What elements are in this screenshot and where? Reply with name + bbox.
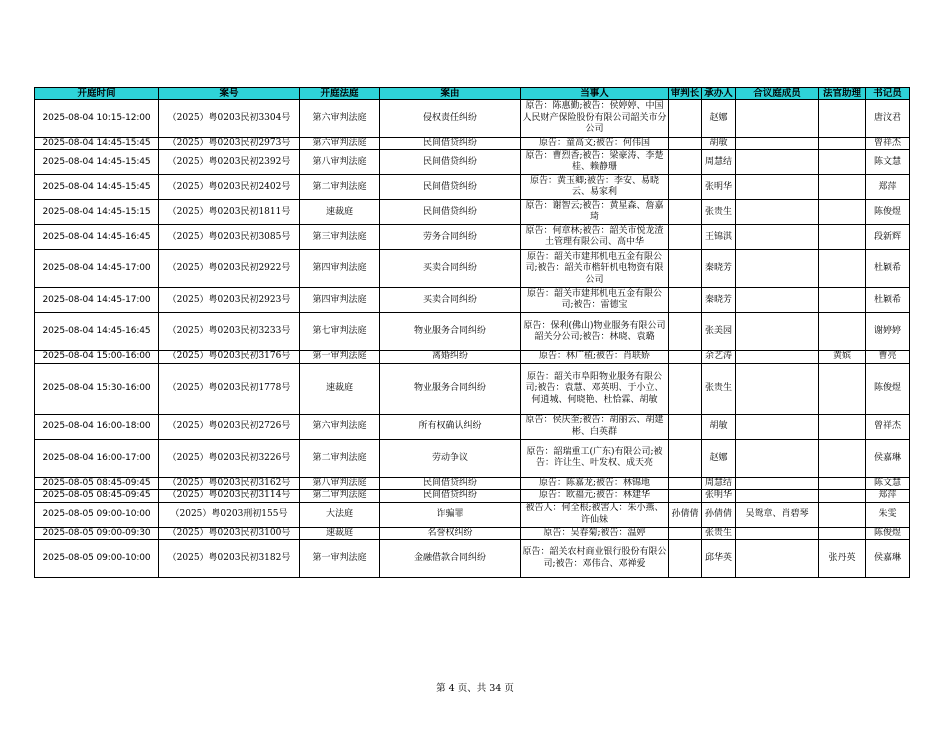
- cell-court: 第四审判法庭: [300, 250, 380, 288]
- cell-cause: 物业服务合同纠纷: [380, 363, 521, 414]
- header-handler: 承办人: [702, 88, 736, 100]
- cell-panel: [736, 527, 819, 539]
- cell-clerk: 曾祥杰: [866, 414, 910, 439]
- cell-handler: 余艺涛: [702, 351, 736, 363]
- cell-handler: 周慧结: [702, 477, 736, 489]
- cell-chief: [669, 225, 702, 250]
- cell-panel: [736, 250, 819, 288]
- cell-time: 2025-08-04 16:00-18:00: [35, 414, 159, 439]
- cell-cause: 诈骗罪: [380, 502, 521, 527]
- cell-parties: 原告：吴春菊;被告：温婷: [521, 527, 669, 539]
- cell-cause: 买卖合同纠纷: [380, 288, 521, 313]
- cell-assistant: 黄嫔: [819, 351, 866, 363]
- table-row: [35, 502, 910, 527]
- cell-clerk: 郑萍: [866, 175, 910, 200]
- cell-clerk: 杜颖希: [866, 288, 910, 313]
- cell-chief: [669, 288, 702, 313]
- cell-handler: 秦晓芳: [702, 250, 736, 288]
- cell-court: 速裁庭: [300, 200, 380, 225]
- cell-court: 速裁庭: [300, 527, 380, 539]
- cell-time: 2025-08-04 15:00-16:00: [35, 351, 159, 363]
- cell-panel: [736, 200, 819, 225]
- cell-cause: 金融借款合同纠纷: [380, 540, 521, 578]
- cell-chief: [669, 313, 702, 351]
- cell-time: 2025-08-05 09:00-09:30: [35, 527, 159, 539]
- cell-chief: [669, 100, 702, 138]
- cell-panel: [736, 313, 819, 351]
- cell-case-no: （2025）粤0203民初2922号: [159, 250, 300, 288]
- cell-parties: 原告：童高文;被告：何伟国: [521, 138, 669, 150]
- cell-assistant: [819, 225, 866, 250]
- header-chief-judge: 审判长: [669, 88, 702, 100]
- cell-chief: [669, 363, 702, 414]
- table-row: [35, 100, 910, 138]
- cell-clerk: 朱雯: [866, 502, 910, 527]
- cell-chief: [669, 477, 702, 489]
- cell-cause: 名誉权纠纷: [380, 527, 521, 539]
- cell-clerk: 曹亮: [866, 351, 910, 363]
- cell-handler: 张贵生: [702, 200, 736, 225]
- cell-cause: 买卖合同纠纷: [380, 250, 521, 288]
- cell-case-no: （2025）粤0203民初3176号: [159, 351, 300, 363]
- cell-parties: 原告：陈嘉龙;被告：林锦地: [521, 477, 669, 489]
- cell-assistant: [819, 313, 866, 351]
- cell-court: 第一审判法庭: [300, 351, 380, 363]
- cell-panel: [736, 225, 819, 250]
- cell-panel: [736, 490, 819, 502]
- cell-handler: 秦晓芳: [702, 288, 736, 313]
- cell-panel: [736, 351, 819, 363]
- cell-handler: 孙倩倩: [702, 502, 736, 527]
- table-row: [35, 175, 910, 200]
- cell-case-no: （2025）粤0203民初3304号: [159, 100, 300, 138]
- table-row: [35, 288, 910, 313]
- cell-court: 第一审判法庭: [300, 540, 380, 578]
- cell-case-no: （2025）粤0203民初2973号: [159, 138, 300, 150]
- table-row: [35, 313, 910, 351]
- cell-case-no: （2025）粤0203民初2402号: [159, 175, 300, 200]
- cell-clerk: 段新辉: [866, 225, 910, 250]
- cell-case-no: （2025）粤0203民初3085号: [159, 225, 300, 250]
- header-court: 开庭法庭: [300, 88, 380, 100]
- cell-cause: 民间借贷纠纷: [380, 490, 521, 502]
- cell-chief: [669, 540, 702, 578]
- header-assistant: 法官助理: [819, 88, 866, 100]
- cell-chief: [669, 200, 702, 225]
- cell-time: 2025-08-04 14:45-15:45: [35, 150, 159, 175]
- cell-clerk: 陈文慧: [866, 150, 910, 175]
- cell-parties: 原告：欧福元;被告：林建华: [521, 490, 669, 502]
- cell-handler: 胡敏: [702, 138, 736, 150]
- cell-case-no: （2025）粤0203民初3233号: [159, 313, 300, 351]
- cell-clerk: 曾祥杰: [866, 138, 910, 150]
- cell-case-no: （2025）粤0203民初2392号: [159, 150, 300, 175]
- cell-assistant: [819, 250, 866, 288]
- cell-court: 第七审判法庭: [300, 313, 380, 351]
- cell-chief: [669, 250, 702, 288]
- cell-time: 2025-08-04 14:45-15:15: [35, 200, 159, 225]
- cell-handler: 张明华: [702, 175, 736, 200]
- table-row: [35, 477, 910, 489]
- cell-assistant: [819, 414, 866, 439]
- cell-clerk: 陈文慧: [866, 477, 910, 489]
- cell-case-no: （2025）粤0203刑初155号: [159, 502, 300, 527]
- cell-handler: 赵娜: [702, 439, 736, 477]
- cell-panel: [736, 540, 819, 578]
- cell-time: 2025-08-04 14:45-17:00: [35, 250, 159, 288]
- cell-chief: [669, 414, 702, 439]
- cell-time: 2025-08-04 10:15-12:00: [35, 100, 159, 138]
- cell-assistant: [819, 200, 866, 225]
- cell-panel: [736, 175, 819, 200]
- cell-court: 第三审判法庭: [300, 225, 380, 250]
- cell-case-no: （2025）粤0203民初3182号: [159, 540, 300, 578]
- cell-time: 2025-08-04 14:45-16:45: [35, 313, 159, 351]
- table-row: [35, 490, 910, 502]
- cell-court: 第八审判法庭: [300, 150, 380, 175]
- cell-panel: [736, 100, 819, 138]
- cell-assistant: [819, 439, 866, 477]
- cell-assistant: [819, 138, 866, 150]
- cell-court: 第六审判法庭: [300, 100, 380, 138]
- cell-assistant: [819, 175, 866, 200]
- cell-assistant: [819, 100, 866, 138]
- cell-parties: 原告：林广植;被告：肖联娇: [521, 351, 669, 363]
- cell-chief: [669, 150, 702, 175]
- cell-cause: 物业服务合同纠纷: [380, 313, 521, 351]
- cell-assistant: [819, 363, 866, 414]
- table-row: [35, 150, 910, 175]
- cell-assistant: [819, 502, 866, 527]
- cell-time: 2025-08-04 15:30-16:00: [35, 363, 159, 414]
- cell-chief: [669, 175, 702, 200]
- cell-panel: [736, 414, 819, 439]
- header-time: 开庭时间: [35, 88, 159, 100]
- cell-handler: 王锦淇: [702, 225, 736, 250]
- cell-parties: 原告：谢智云;被告：黄星森、詹嘉琦: [521, 200, 669, 225]
- cell-case-no: （2025）粤0203民初2923号: [159, 288, 300, 313]
- cell-parties: 原告：韶关市建邦机电五金有限公司;被告：雷德宝: [521, 288, 669, 313]
- cell-cause: 民间借贷纠纷: [380, 138, 521, 150]
- cell-panel: [736, 363, 819, 414]
- cell-time: 2025-08-04 14:45-17:00: [35, 288, 159, 313]
- cell-assistant: [819, 288, 866, 313]
- cell-court: 第二审判法庭: [300, 175, 380, 200]
- cell-clerk: 郑萍: [866, 490, 910, 502]
- cell-court: 第八审判法庭: [300, 477, 380, 489]
- table-row: [35, 351, 910, 363]
- cell-handler: 胡敏: [702, 414, 736, 439]
- table-row: [35, 527, 910, 539]
- table-row: [35, 200, 910, 225]
- table-row: [35, 225, 910, 250]
- cell-clerk: 谢婷婷: [866, 313, 910, 351]
- cell-parties: 原告：韶瑞重工(广东)有限公司;被告：许让生、叶发权、成天亮: [521, 439, 669, 477]
- cell-cause: 民间借贷纠纷: [380, 175, 521, 200]
- cell-chief: [669, 527, 702, 539]
- cell-time: 2025-08-04 16:00-17:00: [35, 439, 159, 477]
- cell-assistant: 张丹英: [819, 540, 866, 578]
- cell-cause: 所有权确认纠纷: [380, 414, 521, 439]
- header-cause: 案由: [380, 88, 521, 100]
- cell-chief: [669, 490, 702, 502]
- cell-chief: [669, 439, 702, 477]
- cell-handler: 周慧结: [702, 150, 736, 175]
- cell-handler: 张贵生: [702, 363, 736, 414]
- table-header-row: [35, 88, 910, 100]
- cell-time: 2025-08-05 09:00-10:00: [35, 540, 159, 578]
- cell-cause: 民间借贷纠纷: [380, 150, 521, 175]
- cell-parties: 原告：陈惠勤;被告：侯婷婷、中国人民财产保险股份有限公司韶关市分公司: [521, 100, 669, 138]
- cell-panel: [736, 288, 819, 313]
- cell-assistant: [819, 477, 866, 489]
- cell-case-no: （2025）粤0203民初3226号: [159, 439, 300, 477]
- cell-case-no: （2025）粤0203民初1778号: [159, 363, 300, 414]
- cell-clerk: 侯嘉琳: [866, 439, 910, 477]
- cell-case-no: （2025）粤0203民初3162号: [159, 477, 300, 489]
- cell-panel: [736, 150, 819, 175]
- cell-court: 第二审判法庭: [300, 439, 380, 477]
- header-case-no: 案号: [159, 88, 300, 100]
- cell-panel: [736, 439, 819, 477]
- cell-clerk: 陈俊煜: [866, 363, 910, 414]
- cell-parties: 被告人：何全根;被害人：朱小燕、许仙妹: [521, 502, 669, 527]
- cell-assistant: [819, 527, 866, 539]
- cell-parties: 原告：何章林;被告：韶关市悦龙渣土管理有限公司、高中华: [521, 225, 669, 250]
- cell-panel: 吴鸳章、肖碧琴: [736, 502, 819, 527]
- cell-court: 大法庭: [300, 502, 380, 527]
- table-row: [35, 540, 910, 578]
- cell-court: 速裁庭: [300, 363, 380, 414]
- cell-case-no: （2025）粤0203民初3100号: [159, 527, 300, 539]
- cell-assistant: [819, 150, 866, 175]
- header-clerk: 书记员: [866, 88, 910, 100]
- cell-clerk: 杜颖希: [866, 250, 910, 288]
- table-row: [35, 138, 910, 150]
- cell-handler: 张美园: [702, 313, 736, 351]
- cell-clerk: 陈俊煜: [866, 200, 910, 225]
- table-row: [35, 363, 910, 414]
- cell-case-no: （2025）粤0203民初1811号: [159, 200, 300, 225]
- cell-clerk: 侯嘉琳: [866, 540, 910, 578]
- table-row: [35, 250, 910, 288]
- cell-cause: 离婚纠纷: [380, 351, 521, 363]
- cell-parties: 原告：保利(佛山)物业服务有限公司韶关分公司;被告：林晓、袁璐: [521, 313, 669, 351]
- cell-court: 第四审判法庭: [300, 288, 380, 313]
- cell-cause: 劳动争议: [380, 439, 521, 477]
- cell-parties: 原告：韶关市建邦机电五金有限公司;被告：韶关市楷轩机电物资有限公司: [521, 250, 669, 288]
- cell-assistant: [819, 490, 866, 502]
- table-row: [35, 414, 910, 439]
- cell-time: 2025-08-04 14:45-15:45: [35, 138, 159, 150]
- cell-court: 第六审判法庭: [300, 414, 380, 439]
- cell-parties: 原告：韶关农村商业银行股份有限公司;被告：邓伟合、邓禅爱: [521, 540, 669, 578]
- cell-time: 2025-08-04 14:45-15:45: [35, 175, 159, 200]
- cell-cause: 民间借贷纠纷: [380, 477, 521, 489]
- page-footer: 第 4 页、共 34 页: [436, 683, 514, 694]
- cell-parties: 原告：曹烈香;被告：梁豪涛、李楚桂、赖静珊: [521, 150, 669, 175]
- cell-clerk: 唐汶君: [866, 100, 910, 138]
- cell-clerk: 陈俊煜: [866, 527, 910, 539]
- table-row: [35, 439, 910, 477]
- cell-parties: 原告：韶关市阜阳物业服务有限公司;被告：袁慧、邓英明、于小立、何逍城、何晓艳、杜恰霖、胡敏: [521, 363, 669, 414]
- cell-time: 2025-08-04 14:45-16:45: [35, 225, 159, 250]
- cell-panel: [736, 138, 819, 150]
- cell-panel: [736, 477, 819, 489]
- cell-time: 2025-08-05 08:45-09:45: [35, 490, 159, 502]
- cell-cause: 民间借贷纠纷: [380, 200, 521, 225]
- cell-court: 第二审判法庭: [300, 490, 380, 502]
- cell-case-no: （2025）粤0203民初2726号: [159, 414, 300, 439]
- cell-parties: 原告：侯庆奎;被告：胡丽云、胡建彬、白英群: [521, 414, 669, 439]
- cell-handler: 张明华: [702, 490, 736, 502]
- cell-chief: [669, 138, 702, 150]
- cell-time: 2025-08-05 09:00-10:00: [35, 502, 159, 527]
- header-parties: 当事人: [521, 88, 669, 100]
- header-panel: 合议庭成员: [736, 88, 819, 100]
- cell-cause: 劳务合同纠纷: [380, 225, 521, 250]
- cell-case-no: （2025）粤0203民初3114号: [159, 490, 300, 502]
- cell-cause: 侵权责任纠纷: [380, 100, 521, 138]
- table-body: [35, 100, 910, 578]
- cell-handler: 赵娜: [702, 100, 736, 138]
- cell-parties: 原告：黄玉卿;被告：李安、易晓云、易家利: [521, 175, 669, 200]
- cell-handler: 邱华英: [702, 540, 736, 578]
- cell-handler: 张贵生: [702, 527, 736, 539]
- hearing-schedule-table: [34, 87, 910, 578]
- cell-chief: 孙倩倩: [669, 502, 702, 527]
- cell-time: 2025-08-05 08:45-09:45: [35, 477, 159, 489]
- cell-court: 第六审判法庭: [300, 138, 380, 150]
- cell-chief: [669, 351, 702, 363]
